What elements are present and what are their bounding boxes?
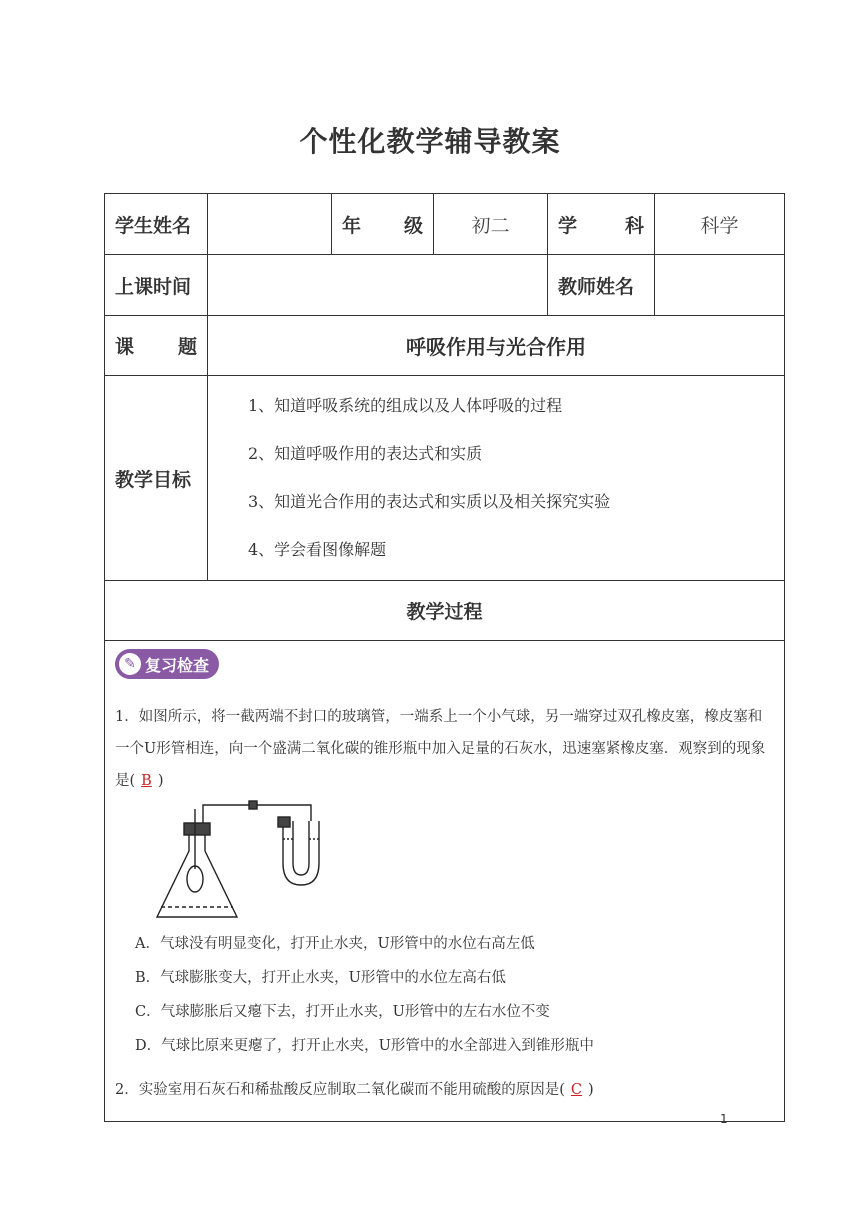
process-heading: 教学过程 — [105, 581, 785, 641]
option-c: C．气球膨胀后又瘪下去，打开止水夹，U形管中的左右水位不变 — [135, 1004, 550, 1020]
teacher-name-label: 教师姓名 — [548, 255, 655, 316]
subject-label: 学 科 — [548, 194, 655, 255]
review-badge: ✎ 复习检查 — [115, 649, 219, 679]
clipboard-icon: ✎ — [119, 653, 141, 675]
goal-item: 4、学会看图像解题 — [248, 540, 387, 559]
student-name-label: 学生姓名 — [105, 194, 208, 255]
content-area — [105, 641, 785, 1122]
class-time-value — [208, 255, 548, 316]
teacher-name-value — [655, 255, 785, 316]
row-topic — [105, 316, 785, 376]
lesson-plan-table — [104, 193, 785, 1122]
q1-options — [135, 927, 774, 1063]
topic-label: 课 题 — [105, 316, 208, 376]
goal-item: 2、知道呼吸作用的表达式和实质 — [248, 444, 483, 463]
class-time-label: 上课时间 — [105, 255, 208, 316]
flask-outline — [157, 833, 237, 917]
student-name-value — [208, 194, 332, 255]
balloon — [187, 866, 203, 892]
option-b: B．气球膨胀变大，打开止水夹，U形管中的水位左高右低 — [135, 970, 506, 986]
page-title: 个性化教学辅导教案 — [299, 125, 561, 158]
subject-value: 科学 — [655, 194, 785, 255]
grade-value: 初二 — [434, 194, 548, 255]
goals-label: 教学目标 — [105, 376, 208, 581]
row-student — [105, 194, 785, 255]
flask-u-tube-figure — [151, 799, 381, 927]
row-content — [105, 641, 785, 1122]
grade-label: 年 级 — [332, 194, 434, 255]
q1-answer: B — [141, 773, 152, 789]
row-class-time — [105, 255, 785, 316]
topic-value: 呼吸作用与光合作用 — [208, 316, 785, 376]
goals-list — [208, 376, 785, 581]
rubber-stopper — [184, 823, 210, 835]
row-process — [105, 581, 785, 641]
q2-answer: C — [570, 1082, 582, 1098]
row-goals — [105, 376, 785, 581]
question-1: 1．如图所示，将一截两端不封口的玻璃管，一端系上一个小气球，另一端穿过双孔橡皮塞，橡皮塞和一个U形管相连，向一个盛满二氧化碳的锥形瓶中加入足量的石灰水，迅速塞紧橡皮塞．观察到的现象是( B ) — [115, 709, 766, 789]
question-2: 2．实验室用石灰石和稀盐酸反应制取二氧化碳而不能用硫酸的原因是( C ) — [115, 1082, 594, 1098]
option-d: D．气球比原来更瘪了，打开止水夹，U形管中的水全部进入到锥形瓶中 — [135, 1038, 594, 1054]
option-a: A．气球没有明显变化，打开止水夹，U形管中的水位右高左低 — [135, 936, 535, 952]
clamp — [249, 801, 257, 809]
goal-item: 1、知道呼吸系统的组成以及人体呼吸的过程 — [248, 396, 563, 415]
page-number: 1 — [720, 1112, 728, 1126]
goal-item: 3、知道光合作用的表达式和实质以及相关探究实验 — [248, 492, 611, 511]
